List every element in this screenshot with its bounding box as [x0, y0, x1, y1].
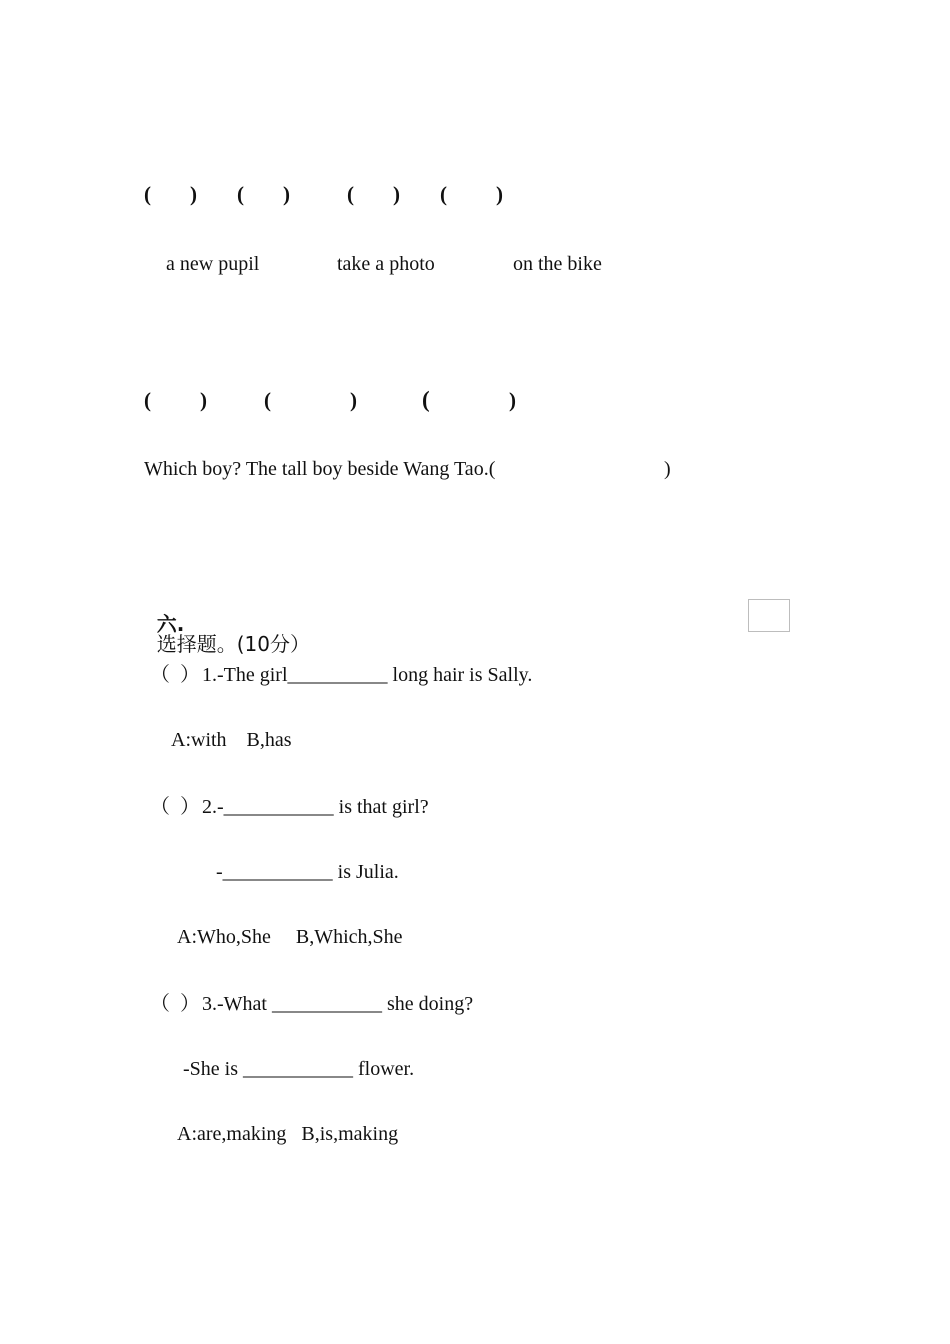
open-paren: ( [144, 182, 151, 206]
phrase-item: on the bike [513, 253, 602, 275]
open-paren: ( [440, 182, 447, 206]
section-number: 六. [156, 612, 185, 636]
question-response: -___________ is Julia. [216, 861, 399, 883]
sentence-text: Which boy? The tall boy beside Wang Tao.( [144, 458, 496, 480]
open-paren: ( [422, 387, 430, 412]
section-title: 选择题。(10分） [156, 632, 310, 656]
open-paren: ( [347, 182, 354, 206]
answer-paren[interactable]: （ ） [150, 664, 200, 686]
sentence-close-paren: ) [664, 458, 671, 480]
question-options: A:are,making B,is,making [177, 1123, 399, 1145]
close-paren: ) [509, 388, 516, 412]
close-paren: ) [393, 182, 400, 206]
answer-paren[interactable]: （ ） [150, 993, 200, 1015]
question-response: -She is ___________ flower. [183, 1058, 415, 1080]
question-text: 2.-___________ is that girl? [202, 796, 429, 818]
open-paren: ( [237, 182, 244, 206]
close-paren: ) [283, 182, 290, 206]
close-paren: ) [496, 182, 503, 206]
score-box[interactable] [748, 599, 790, 632]
close-paren: ) [200, 388, 207, 412]
question-text: 1.-The girl__________ long hair is Sally. [202, 664, 533, 686]
phrase-item: take a photo [337, 253, 435, 275]
section-heading [144, 594, 310, 654]
open-paren: ( [264, 388, 271, 412]
question-options: A:Who,She B,Which,She [177, 926, 403, 948]
open-paren: ( [144, 388, 151, 412]
answer-paren[interactable]: （ ） [150, 796, 200, 818]
close-paren: ) [190, 182, 197, 206]
question-text: 3.-What ___________ she doing? [202, 993, 474, 1015]
phrase-item: a new pupil [166, 253, 260, 275]
close-paren: ) [350, 388, 357, 412]
question-options: A:with B,has [171, 729, 292, 751]
